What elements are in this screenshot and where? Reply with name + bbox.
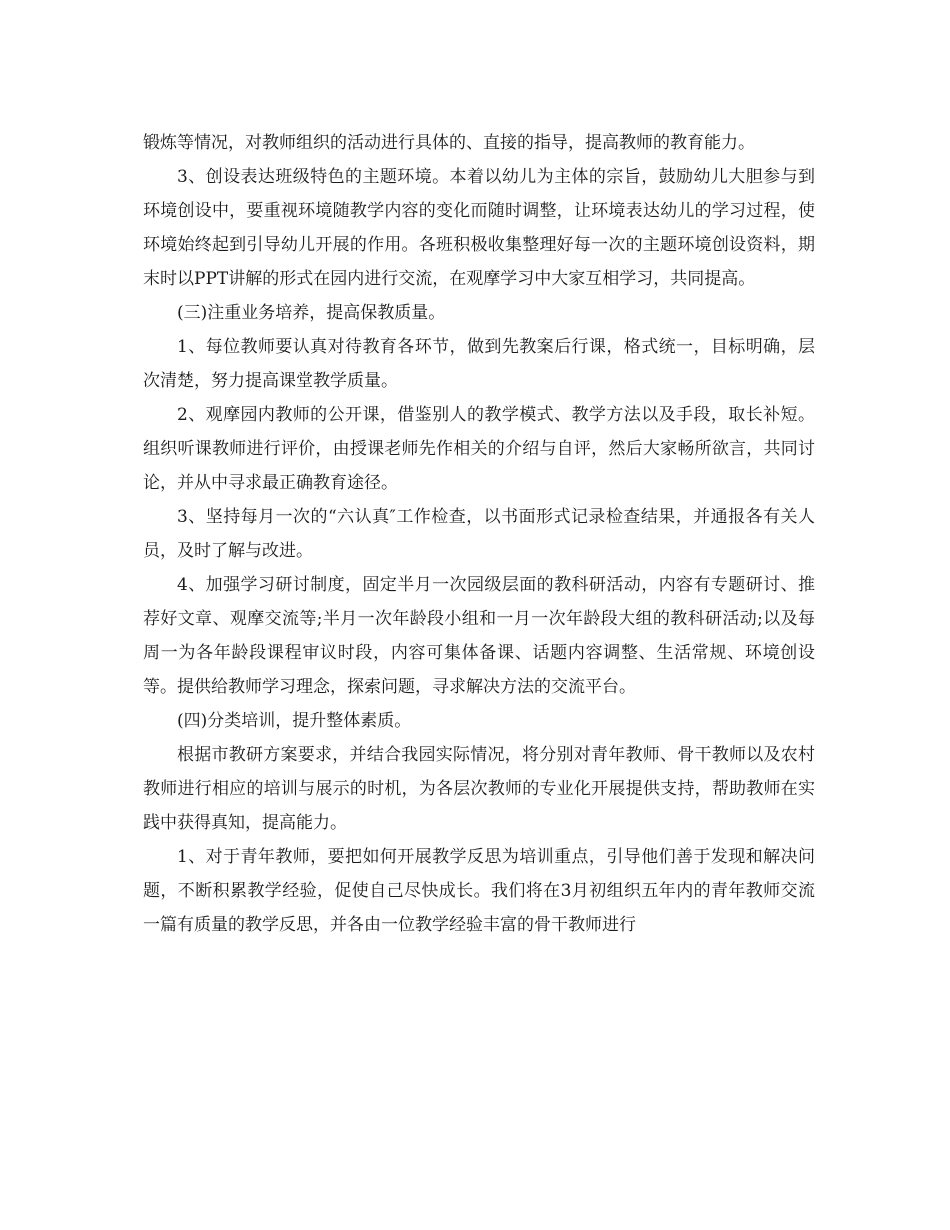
section-heading: (三)注重业务培养，提高保教质量。 [177,303,446,323]
paragraph: 2、观摩园内教师的公开课，借鉴别人的教学模式、教学方法以及手段，取长补短。组织听课教师进行评价，由授课老师先作相关的介绍与自评，然后大家畅所欲言，共同讨论，并从中寻求最正确教育途径。 [143,405,815,493]
paragraph: 根据市教研方案要求，并结合我园实际情况，将分别对青年教师、骨干教师以及农村教师进行相应的培训与展示的时机，为各层次教师的专业化开展提供支持，帮助教师在实践中获得真知，提高能力。 [143,745,815,833]
paragraph: 4、加强学习研讨制度，固定半月一次园级层面的教科研活动，内容有专题研讨、推荐好文章、观摩交流等;半月一次年龄段小组和一月一次年龄段大组的教科研活动;以及每周一为各年龄段课程审议时段，内容可集体备课、话题内容调整、生活常规、环境创设等。提供给教师学习理念，探索问题，寻求解决方法的交流平台。 [143,575,815,697]
section-heading: (四)分类培训，提升整体素质。 [177,711,412,731]
paragraph: 1、每位教师要认真对待教育各环节，做到先教案后行课，格式统一，目标明确，层次清楚，努力提高课堂教学质量。 [143,337,815,391]
document-body [143,126,815,942]
paragraph: 3、坚持每月一次的“六认真″工作检查，以书面形式记录检查结果，并通报各有关人员，及时了解与改进。 [143,507,815,561]
paragraph: 锻炼等情况，对教师组织的活动进行具体的、直接的指导，提高教师的教育能力。 [143,133,755,153]
paragraph: 1、对于青年教师，要把如何开展教学反思为培训重点，引导他们善于发现和解决问题，不断积累教学经验，促使自己尽快成长。我们将在3月初组织五年内的青年教师交流一篇有质量的教学反思，并各由一位教学经验丰富的骨干教师进行 [143,847,815,935]
paragraph: 3、创设表达班级特色的主题环境。本着以幼儿为主体的宗旨，鼓励幼儿大胆参与到环境创设中，要重视环境随教学内容的变化而随时调整，让环境表达幼儿的学习过程，使环境始终起到引导幼儿开展的作用。各班积极收集整理好每一次的主题环境创设资料，期末时以PPT讲解的形式在园内进行交流，在观摩学习中大家互相学习，共同提高。 [143,167,815,289]
